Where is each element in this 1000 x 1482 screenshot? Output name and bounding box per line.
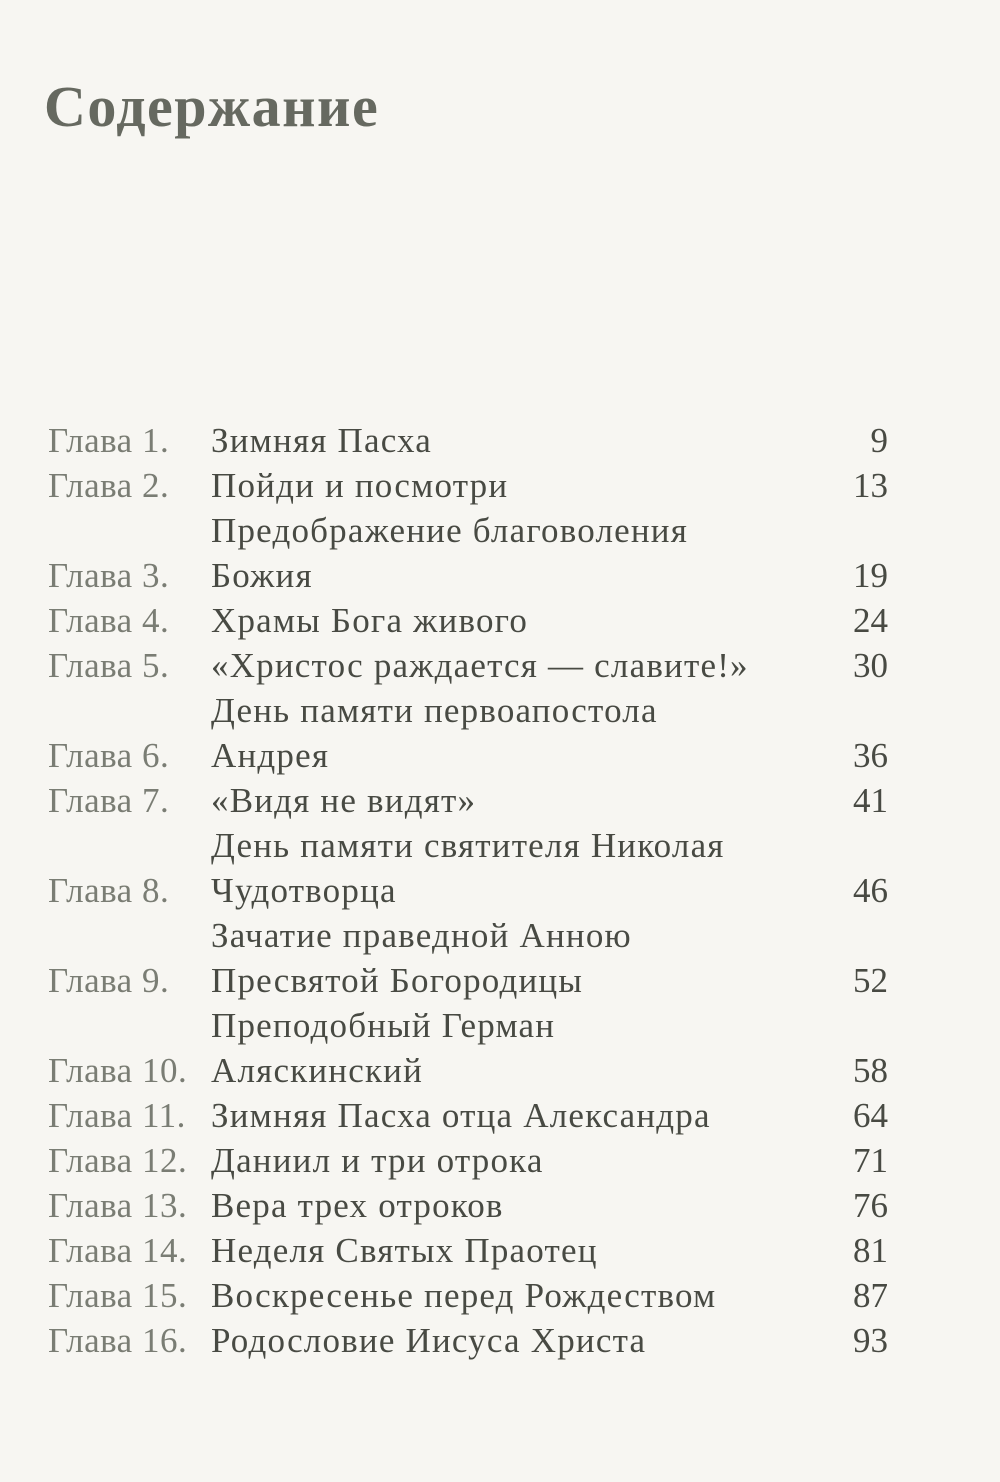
toc-entry <box>48 913 888 1003</box>
chapter-number: Глава 2. <box>48 466 170 505</box>
chapter-number: Глава 5. <box>48 646 170 685</box>
chapter-title <box>211 643 798 688</box>
page-title: Содержание <box>44 74 380 139</box>
chapter-number: Глава 14. <box>48 1231 188 1270</box>
chapter-title <box>211 1003 798 1093</box>
page-number: 93 <box>853 1321 888 1360</box>
chapter-title <box>211 778 798 823</box>
chapter-number: Глава 12. <box>48 1141 188 1180</box>
chapter-title <box>211 463 798 508</box>
toc-entry <box>48 1273 888 1318</box>
toc-entry <box>48 1318 888 1363</box>
chapter-title-line: Божия <box>211 556 313 595</box>
chapter-title <box>211 598 798 643</box>
chapter-title <box>211 688 798 778</box>
toc-entry <box>48 1093 888 1138</box>
chapter-title <box>211 1183 798 1228</box>
toc-entry <box>48 1138 888 1183</box>
page-number: 58 <box>853 1051 888 1090</box>
page-number: 41 <box>853 781 888 820</box>
page-number: 76 <box>853 1186 888 1225</box>
toc-entry <box>48 643 888 688</box>
page-number: 36 <box>853 736 888 775</box>
chapter-title-line: Вера трех отроков <box>211 1186 504 1225</box>
page-number: 30 <box>853 646 888 685</box>
toc-entry <box>48 823 888 913</box>
chapter-title-line: Храмы Бога живого <box>211 601 529 640</box>
chapter-number: Глава 8. <box>48 871 170 910</box>
page-number: 46 <box>853 871 888 910</box>
chapter-title-line: Неделя Святых Праотец <box>211 1231 598 1270</box>
chapter-number: Глава 16. <box>48 1321 188 1360</box>
toc-entry <box>48 1003 888 1093</box>
chapter-number: Глава 9. <box>48 961 170 1000</box>
chapter-title <box>211 1273 798 1318</box>
page-number: 87 <box>853 1276 888 1315</box>
chapter-title <box>211 508 798 598</box>
chapter-title-line: Преподобный Герман <box>211 1006 556 1045</box>
page-number: 64 <box>853 1096 888 1135</box>
chapter-number: Глава 1. <box>48 421 170 460</box>
chapter-title <box>211 1318 798 1363</box>
toc-entry <box>48 1183 888 1228</box>
chapter-title <box>211 1228 798 1273</box>
chapter-number: Глава 11. <box>48 1096 186 1135</box>
chapter-title-line: Пресвятой Богородицы <box>211 961 584 1000</box>
page-number: 52 <box>853 961 888 1000</box>
chapter-title <box>211 823 798 913</box>
chapter-title-line: Воскресенье перед Рождеством <box>211 1276 717 1315</box>
toc-entry <box>48 688 888 778</box>
chapter-title-line: Зимняя Пасха отца Александра <box>211 1096 711 1135</box>
table-of-contents <box>48 418 888 1363</box>
chapter-title <box>211 1093 798 1138</box>
chapter-title-line: «Христос раждается — славите!» <box>211 646 749 685</box>
chapter-title-line: «Видя не видят» <box>211 781 477 820</box>
chapter-title <box>211 1138 798 1183</box>
chapter-title-line: Предображение благоволения <box>211 511 689 550</box>
chapter-number: Глава 6. <box>48 736 170 775</box>
toc-entry <box>48 508 888 598</box>
chapter-number: Глава 4. <box>48 601 170 640</box>
page-number: 71 <box>853 1141 888 1180</box>
chapter-title-line: Зачатие праведной Анною <box>211 916 632 955</box>
toc-entry <box>48 418 888 463</box>
chapter-title-line: День памяти святителя Николая <box>211 826 725 865</box>
page-number: 9 <box>870 421 888 460</box>
chapter-title <box>211 418 798 463</box>
chapter-number: Глава 13. <box>48 1186 188 1225</box>
chapter-title-line: Родословие Иисуса Христа <box>211 1321 647 1360</box>
chapter-title-line: Даниил и три отрока <box>211 1141 544 1180</box>
toc-entry <box>48 1228 888 1273</box>
toc-entry <box>48 778 888 823</box>
chapter-number: Глава 7. <box>48 781 170 820</box>
chapter-title-line: Андрея <box>211 736 330 775</box>
chapter-number: Глава 15. <box>48 1276 188 1315</box>
chapter-title-line: Пойди и посмотри <box>211 466 509 505</box>
toc-entry <box>48 598 888 643</box>
page-number: 13 <box>853 466 888 505</box>
toc-entry <box>48 463 888 508</box>
chapter-title-line: День памяти первоапостола <box>211 691 658 730</box>
page-number: 24 <box>853 601 888 640</box>
page-number: 81 <box>853 1231 888 1270</box>
chapter-title <box>211 913 798 1003</box>
chapter-title-line: Аляскинский <box>211 1051 424 1090</box>
page-number: 19 <box>853 556 888 595</box>
chapter-title-line: Чудотворца <box>211 871 397 910</box>
chapter-title-line: Зимняя Пасха <box>211 421 432 460</box>
chapter-number: Глава 3. <box>48 556 170 595</box>
chapter-number: Глава 10. <box>48 1051 188 1090</box>
